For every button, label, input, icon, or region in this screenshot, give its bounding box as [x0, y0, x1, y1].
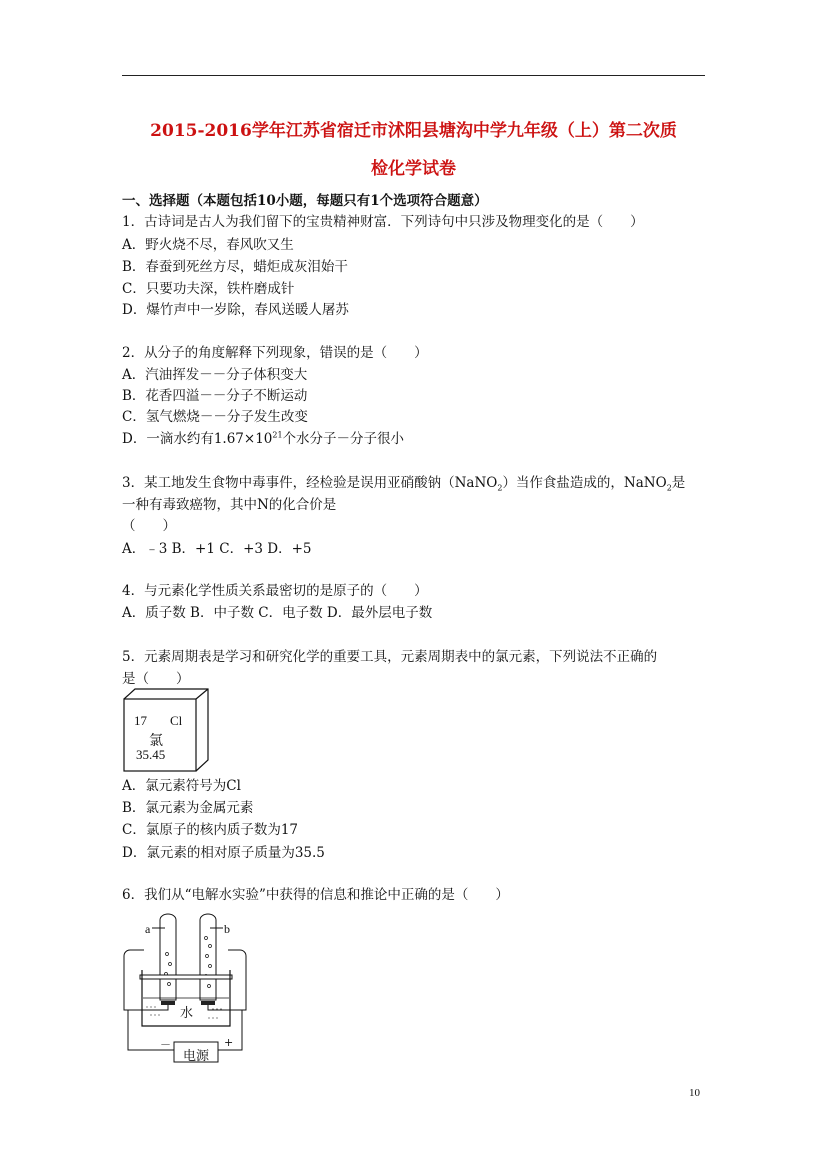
- element-symbol: Cl: [170, 713, 183, 728]
- q3-subscript-2: 2: [666, 483, 672, 493]
- q2-d-pre: D．一滴水约有1.67×10: [122, 431, 273, 447]
- section-heading: 一、选择题（本题包括10小题，每题只有1个选项符合题意）: [122, 193, 488, 209]
- q1-option-a: A．野火烧不尽，春风吹又生: [122, 237, 294, 253]
- water-label: 水: [180, 1006, 194, 1021]
- periodic-table-cell: [123, 688, 209, 772]
- q6-stem: 6．我们从“电解水实验”中获得的信息和推论中正确的是（ ）: [122, 887, 509, 903]
- negative-terminal: －: [160, 1038, 171, 1051]
- q1-stem: 1．古诗词是古人为我们留下的宝贵精神财富．下列诗句中只涉及物理变化的是（ ）: [122, 214, 644, 230]
- q5-stem-line2: 是（ ）: [122, 671, 190, 687]
- q2-option-b: B．花香四溢－－分子不断运动: [122, 388, 308, 404]
- element-number: 17: [134, 713, 147, 728]
- power-supply-label: 电源: [183, 1049, 210, 1064]
- positive-terminal: +: [224, 1036, 234, 1049]
- q3-stem-part2: ）当作食盐造成的，NaNO: [502, 475, 667, 491]
- q5-stem: 5．元素周期表是学习和研究化学的重要工具，元素周期表中的氯元素，下列说法不正确的: [122, 649, 658, 665]
- exam-title-line1: 2015-2016学年江苏省宿迁市沭阳县塘沟中学九年级（上）第二次质: [150, 121, 677, 141]
- q3-options: A．﹣3 B．+1 C．+3 D．+5: [122, 541, 312, 557]
- element-name: 氯: [149, 734, 163, 749]
- tube-label-b: b: [224, 922, 230, 936]
- q2-option-a: A．汽油挥发－－分子体积变大: [122, 367, 308, 383]
- q1-option-c: C．只要功夫深，铁杵磨成针: [122, 281, 295, 297]
- q2-option-c: C．氢气燃烧－－分子发生改变: [122, 409, 308, 425]
- q3-subscript-1: 2: [497, 483, 503, 493]
- exam-title-line2: 检化学试卷: [371, 159, 456, 179]
- q4-stem: 4．与元素化学性质关系最密切的是原子的（ ）: [122, 583, 428, 599]
- q3-stem-part3: 是: [671, 475, 686, 491]
- q2-d-exponent: 21: [272, 430, 283, 440]
- tube-label-a: a: [145, 922, 151, 936]
- q4-options: A．质子数 B．中子数 C．电子数 D．最外层电子数: [122, 605, 433, 621]
- q2-d-post: 个水分子－分子很小: [282, 431, 405, 447]
- q2-option-d: [122, 427, 404, 447]
- q5-option-d: D．氯元素的相对原子质量为35.5: [122, 845, 325, 861]
- q3-stem: [122, 471, 685, 493]
- q5-option-c: C．氯原子的核内质子数为17: [122, 822, 299, 838]
- q3-stem-line2: 一种有毒致癌物，其中N的化合价是: [122, 497, 337, 513]
- q1-option-b: B．春蚕到死丝方尽，蜡炬成灰泪始干: [122, 259, 348, 275]
- q3-stem-part1: 3．某工地发生食物中毒事件，经检验是误用亚硝酸钠（NaNO: [122, 475, 498, 491]
- electrolysis-diagram: [120, 912, 250, 1064]
- page-number: 10: [689, 1087, 700, 1099]
- q5-option-a: A．氯元素符号为Cl: [122, 778, 241, 794]
- header-rule: [122, 75, 705, 76]
- element-mass: 35.45: [136, 747, 166, 762]
- q1-option-d: D．爆竹声中一岁除，春风送暖人屠苏: [122, 302, 349, 318]
- q3-answer-blank: （ ）: [122, 518, 176, 534]
- q2-stem: 2．从分子的角度解释下列现象，错误的是（ ）: [122, 345, 428, 361]
- q5-option-b: B．氯元素为金属元素: [122, 800, 254, 816]
